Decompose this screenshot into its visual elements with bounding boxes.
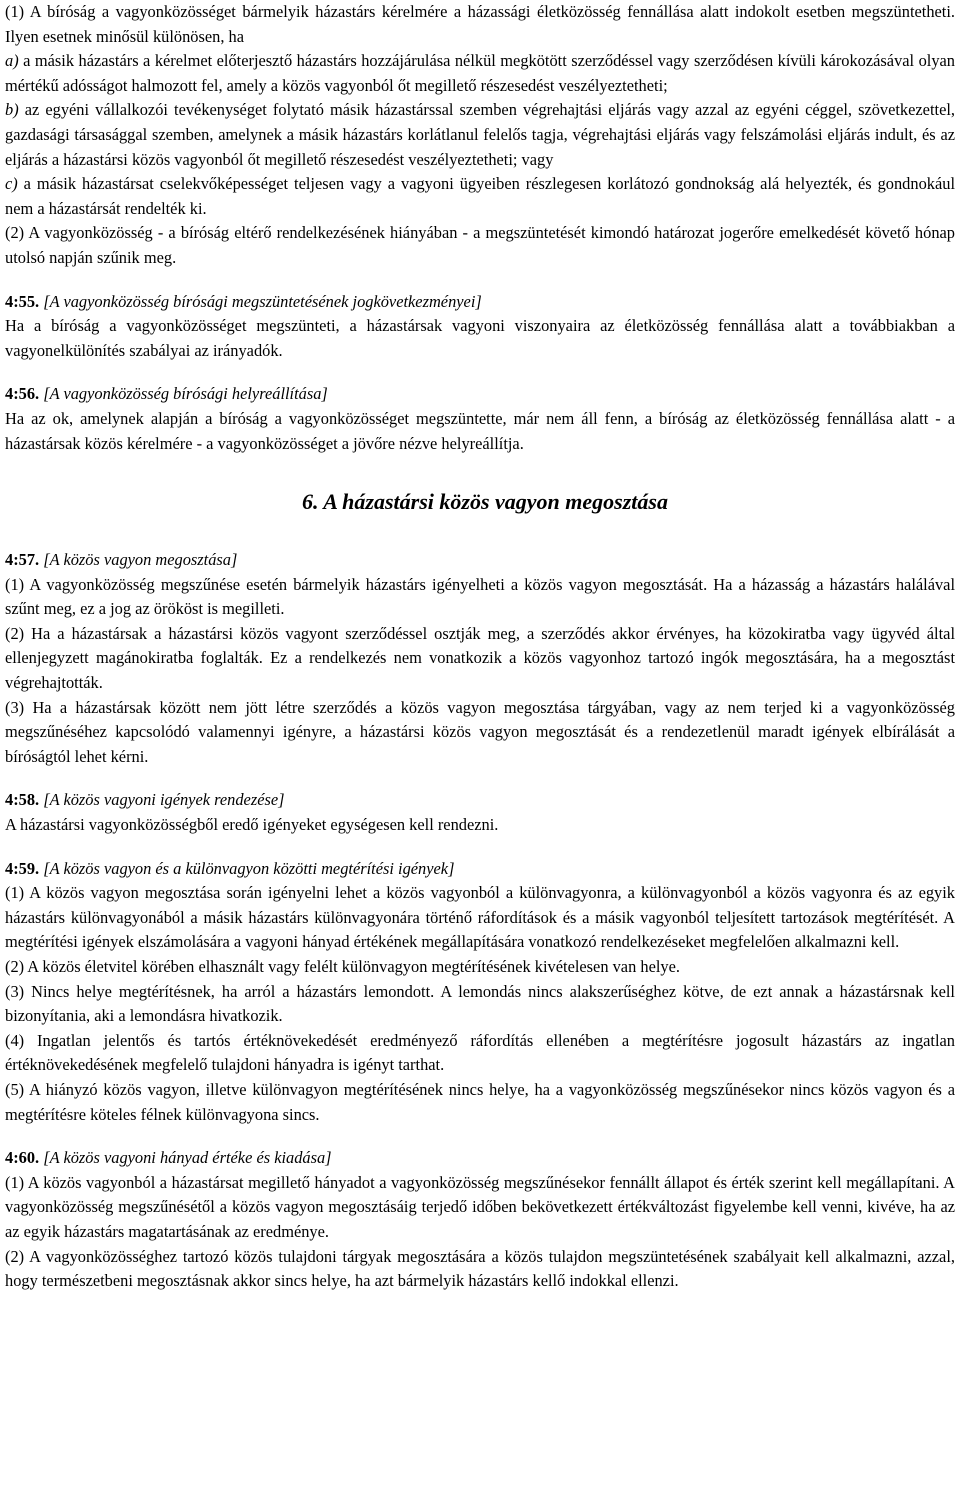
section-number: 4:59. [5, 858, 40, 878]
spacer [5, 1127, 955, 1146]
section-header-4-59 [5, 857, 955, 882]
spacer [5, 271, 955, 290]
paragraph: (3) Nincs helye megtérítésnek, ha arról a házastárs lemondott. A lemondás nincs alakszerűséghez kötve, de ezt annak a házastársnak kell bizonyítania, aki a lemondásra hivatkozik. [5, 981, 955, 1026]
section-title: [A közös vagyoni igények rendezése] [43, 790, 285, 810]
paragraph: Ha az ok, amelynek alapján a bíróság a vagyonközösséget megszüntette, már nem áll fenn, a bíróság az életközösség fennállása alatt - a házastársak közös kérelmére - a vagyonközösséget a jövőre nézve helyreállítja. [5, 408, 955, 453]
section-title: [A vagyonközösség bírósági helyreállítása] [43, 384, 328, 404]
paragraph: (1) A közös vagyon megosztása során igényelni lehet a közös vagyonból a különvagyonra, a különvagyonból a közös vagyonra és az egyik házastárs különvagyonából a másik házastárs különvagyonára történő ráfordítások és a másik vagyonból teljesített tartozások megtérítését. A megtérítési igények elszámolására a vagyoni hányad értékének megállapítására vonatkozó rendelkezéseket megfelelően alkalmazni kell. [5, 883, 955, 952]
paragraph: (2) Ha a házastársak a házastársi közös vagyont szerződéssel osztják meg, a szerződés akkor érvényes, ha közokiratba vagy ügyvéd által ellenjegyzett magánokiratba foglalták. Ez a rendelkezés nem vonatkozik a közös vagyonhoz tartozó ingók megosztására, ha a megosztást végrehajtották. [5, 623, 955, 693]
spacer [5, 838, 955, 857]
paragraph: A házastársi vagyonközösségből eredő igényeket egységesen kell rendezni. [5, 815, 499, 835]
section-number: 4:57. [5, 550, 40, 570]
paragraph: (4) Ingatlan jelentős és tartós értéknövekedését eredményező ráfordítás ellenében a megtérítésre jogosult házastárs az ingatlan értéknövekedésének megfelelő tulajdoni hányadra is igényt tarthat. [5, 1030, 955, 1075]
section-header-4-56 [5, 382, 955, 407]
section-title: [A közös vagyon megosztása] [43, 550, 238, 570]
chapter-heading: 6. A házastársi közös vagyon megosztása [302, 489, 668, 515]
item-b-text: az egyéni vállalkozói tevékenységet folytató másik házastárssal szemben végrehajtási eljárás vagy azzal az egyéni céggel, szövetkezettel, gazdasági társasággal szemben, amelynek a másik házastárs korlátlanul felelős tagja, végrehajtási eljárás vagy felszámolási eljárás indult, és az eljárás a házastársi közös vagyonból őt megillető részesedést veszélyeztetheti; vagy [5, 100, 955, 169]
paragraph: (2) A közös életvitel körében elhasznált vagy felélt különvagyon megtérítésének kivételesen van helye. [5, 957, 680, 976]
paragraph: (2) A vagyonközösség - a bíróság eltérő rendelkezésének hiányában - a megszüntetését kimondó határozat jogerőre emelkedését követő hónap utolsó napján szűnik meg. [5, 223, 955, 267]
paragraph [5, 0, 955, 98]
paragraph: (1) A közös vagyonból a házastársat megillető hányadot a vagyonközösség megszűnésekor fennállt állapot és érték szerint kell megállapítani. A vagyonközösség megszűnésétől a közös vagyon megosztásáig terjedő időben bekövetkezett értékváltozást figyelembe kell venni, kivéve, ha az az egyik házastárs magatartásának az eredménye. [5, 1172, 955, 1241]
section-number: 4:60. [5, 1148, 40, 1168]
spacer [5, 516, 955, 548]
paragraph: Ha a bíróság a vagyonközösséget megszünteti, a házastársak vagyoni viszonyaira az életközösség fennállása alatt a továbbiakban a vagyonelkülönítés szabályai az irányadók. [5, 316, 955, 360]
list-item-b [5, 98, 955, 172]
section-header-4-58 [5, 788, 955, 813]
item-letter-a: a) [5, 51, 19, 71]
list-item-c [5, 172, 955, 221]
paragraph: (5) A hiányzó közös vagyon, illetve különvagyon megtérítésének nincs helye, ha a vagyonközösség megszűnésekor nincs közös vagyon és a megtérítésre köteles félnek különvagyona sincs. [5, 1079, 955, 1124]
spacer [5, 456, 955, 488]
document-page [5, 0, 955, 1294]
section-header-4-55 [5, 290, 955, 315]
section-number: 4:55. [5, 291, 40, 311]
item-letter-c: c) [5, 174, 18, 194]
section-title: [A közös vagyon és a különvagyon közötti megtérítési igények] [43, 858, 455, 878]
paragraph-text: (1) A bíróság a vagyonközösséget bármelyik házastárs kérelmére a házassági életközösség fennállása alatt indokolt esetben megszüntetheti. Ilyen esetnek minősül különösen, ha [5, 2, 955, 46]
spacer [5, 363, 955, 382]
item-c-text: a másik házastársat cselekvőképességet teljesen vagy a vagyoni ügyeiben részlegesen korlátozó gondnokság alá helyezték, és gondnokául nem a házastársát rendelték ki. [5, 174, 955, 218]
item-a-text: a másik házastárs a kérelmet előterjesztő házastárs hozzájárulása nélkül megkötött szerződéssel vagy szerződésen kívüli károkozásával olyan mértékű adósságot halmozott fel, amely a közös vagyonból őt megillető részesedést veszélyeztetheti; [5, 51, 955, 95]
section-header-4-60 [5, 1146, 955, 1171]
section-number: 4:58. [5, 790, 40, 810]
paragraph: (1) A vagyonközösség megszűnése esetén bármelyik házastárs igényelheti a közös vagyon megosztását. Ha a házasság a házastárs halálával szűnt meg, ez a jog az örököst is megilleti. [5, 574, 955, 619]
item-letter-b: b) [5, 100, 19, 120]
section-header-4-57 [5, 548, 955, 573]
section-number: 4:56. [5, 384, 40, 404]
section-title: [A közös vagyoni hányad értéke és kiadása] [43, 1148, 332, 1168]
paragraph: (2) A vagyonközösséghez tartozó közös tulajdoni tárgyak megosztására a közös tulajdon megszüntetésének szabályait kell alkalmazni, azzal, hogy természetbeni megosztásnak akkor sincs helye, ha azt bármelyik házastárs kellő indokkal ellenzi. [5, 1246, 955, 1291]
paragraph: (3) Ha a házastársak között nem jött létre szerződés a közös vagyon megosztása tárgyában, vagy az nem terjed ki a vagyonközösség megszűnéséhez kapcsolódó valamennyi igényre, a házastársi közös vagyon megosztását és a rendezetlenül maradt igények elbírálását a bíróságtól lehet kérni. [5, 697, 955, 766]
spacer [5, 769, 955, 788]
section-title: [A vagyonközösség bírósági megszüntetésének jogkövetkezményei] [43, 291, 482, 311]
